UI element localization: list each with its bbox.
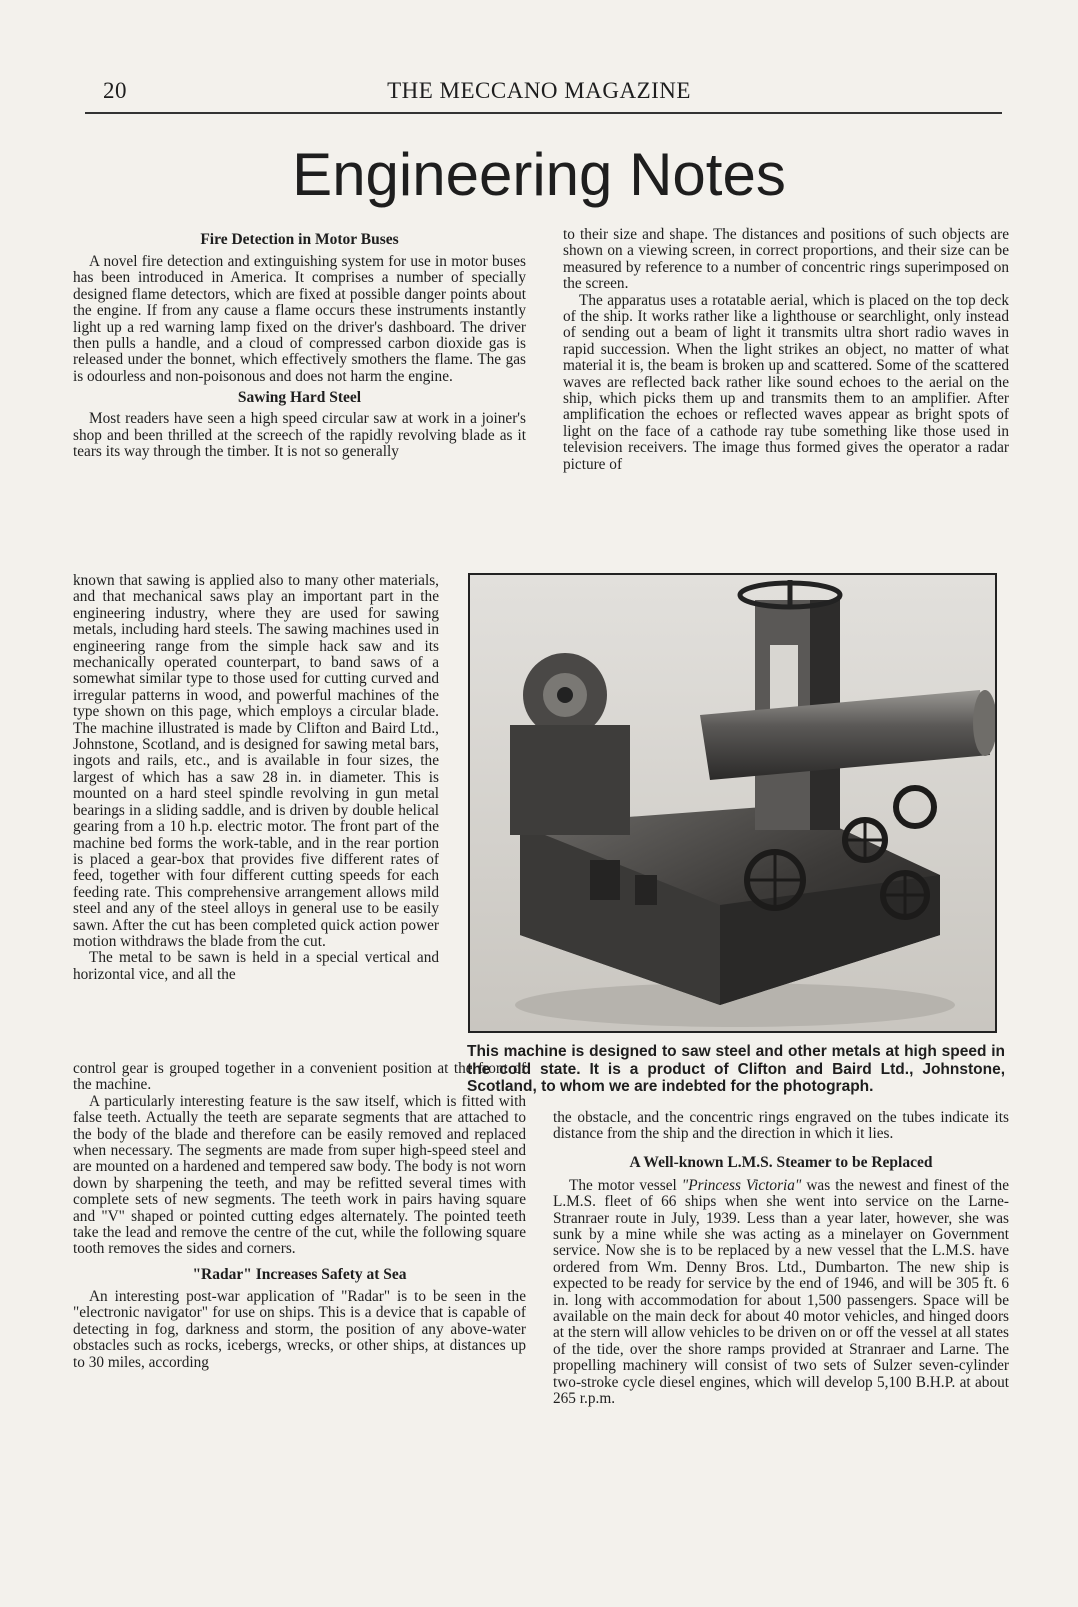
- header-rule: [85, 112, 1002, 114]
- radar-heading: "Radar" Increases Safety at Sea: [192, 1265, 407, 1283]
- sawing-steel-text-2: known that sawing is applied also to many other materials, and that mechanical saws play an important part in the engineering industry, where they are used for sawing metals, including hard steels. The sawing machines used in engineering range from the simple hack saw and its mechanically operated counterpart, to band saws of a somewhat similar type to those used for cutting curved and irregular patterns in wood, and powerful machines of the type shown on this page, which employs a circular blade. The machine illustrated is made by Clifton and Baird Ltd., Johnstone, Scotland, and is designed for sawing metal bars, ingots and rails, etc., and is available in four sizes, the largest of which has a saw 28 in. in diameter. This is mounted on a hard steel spindle revolving in gun metal bearings in a sliding saddle, and is driven by double helical gearing from a 10 h.p. electric motor. The front part of the machine bed forms the work-table, and in the rear portion is placed a gear-box that provides five different rates of feed, together with four different cutting speeds for each feeding rate. This comprehensive arrangement allows mild steel and any of the steel alloys in general use to be easily sawn. After the cut has been completed quick action power motion withdraws the blade from the cut.: [73, 572, 439, 950]
- steamer-text: [553, 1178, 1009, 1408]
- sawing-steel-control-text: control gear is grouped together in a convenient position at the front of the machine.: [73, 1060, 526, 1094]
- sawing-steel-text-1: Most readers have seen a high speed circular saw at work in a joiner's shop and been thrilled at the screech of the rapidly revolving blade as it tears its way through the timber. It is not so generally: [73, 410, 526, 461]
- page-headline: Engineering Notes: [292, 141, 786, 208]
- sawing-machine-illustration: [470, 575, 995, 1031]
- publication-title: THE MECCANO MAGAZINE: [387, 78, 691, 103]
- fire-detection-text: A novel fire detection and extinguishing system for use in motor buses has been introduced in America. It comprises a number of specially designed flame detectors, which are fixed at possible danger points about the engine. If from any cause a flame occurs these instruments instantly light up a red warning lamp fixed on the driver's dashboard. The driver then pulls a handle, and a cloud of compressed carbon dioxide gas is released under the bonnet, which effectively smothers the flame. The gas is odourless and non-poisonous and does not harm the engine.: [73, 253, 526, 385]
- photo-caption: This machine is designed to saw steel and other metals at high speed in the cold state. It is a product of Clifton and Baird Ltd., Johnstone, Scotland, to whom we are indebted for the photograph.: [467, 1043, 1005, 1095]
- radar-text-2: The apparatus uses a rotatable aerial, which is placed on the top deck of the ship. It works rather like a lighthouse or searchlight, only instead of sending out a beam of light it transmits ultra short radio waves in rapid succession. When the light strikes an object, no matter of what material it is, the beam is broken up and scattered. Some of the scattered waves are reflected back rather like sound echoes to the aerial on the ship, which picks them up and transmits them to an amplifier. After amplification the echoes or reflected waves appear as bright spots of light on the face of a cathode ray tube something like those used in television receivers. The image thus formed gives the operator a radar picture of: [563, 291, 1009, 473]
- sawing-steel-vice-text: The metal to be sawn is held in a special vertical and horizontal vice, and all the: [73, 949, 439, 983]
- steamer-heading: A Well-known L.M.S. Steamer to be Replaced: [629, 1153, 933, 1171]
- left-column-narrow: [73, 573, 439, 983]
- steamer-text-lead: The motor vessel: [569, 1176, 682, 1194]
- radar-text-end: the obstacle, and the concentric rings engraved on the tubes indicate its distance from the ship and the direction in which it lies.: [553, 1109, 1009, 1143]
- radar-text-1: An interesting post-war application of "Radar" is to be seen in the "electronic navigator" for use on ships. This is a device that is capable of detecting in fog, darkness and storm, the position of any above-water obstacles such as rocks, icebergs, wrecks, or other ships, at distances up to 30 miles, according: [73, 1287, 526, 1371]
- left-column-bottom: [73, 1061, 526, 1371]
- ship-name: "Princess Victoria": [681, 1176, 802, 1194]
- sawing-steel-heading: Sawing Hard Steel: [237, 389, 362, 407]
- right-column-top: [563, 227, 1009, 473]
- radar-text-continued: to their size and shape. The distances and positions of such objects are shown on a viewing screen, in correct proportions, and their size can be measured by reference to a number of concentric rings superimposed on the screen.: [563, 226, 1009, 293]
- right-column-bottom: [553, 1110, 1009, 1408]
- sawing-steel-teeth-text: A particularly interesting feature is the saw itself, which is fitted with false teeth. Actually the teeth are separate segments that are attached to the body of the blade and therefore can be easily removed and replaced when necessary. The segments are made from super high-speed steel and are mounted on a hardened and tempered saw body. The body is not worn down by sharpening the teeth, and may be refitted several times with complete sets of new segments. The teeth work in pairs having square and "V" shaped or pointed cutting edges alternately. The pointed teeth take the lead and remove the centre of the cut, while the following square tooth removes the sides and corners.: [73, 1092, 526, 1258]
- fire-detection-heading: Fire Detection in Motor Buses: [200, 231, 399, 248]
- page-number: 20: [103, 78, 127, 103]
- sawing-machine-photo: [468, 573, 997, 1033]
- steamer-text-body: was the newest and finest of the L.M.S. fleet of 66 ships when she went into service on the Larne-Stranraer route in July, 1939. Less than a year later, however, she was sunk by a mine while she was acting as a minelayer on Government service. Now she is to be replaced by a new vessel that the L.M.S. have ordered from Wm. Denny Bros. Ltd., Dumbarton. The new ship is expected to be ready for service by the end of 1946, and will be 305 ft. 6 in. long with accommodation for about 1,500 passengers. Space will be available on the main deck for about 40 motor vehicles, and hinged doors at the stern will allow vehicles to be driven on or off the vessel at all states of the tide, over the shore ramps provided at Stranraer and Larne. The propelling machinery will consist of two sets of Sulzer seven-cylinder two-stroke cycle diesel engines, which will develop 5,100 B.H.P. at about 265 r.p.m.: [553, 1176, 1009, 1408]
- left-column-top: [73, 230, 526, 460]
